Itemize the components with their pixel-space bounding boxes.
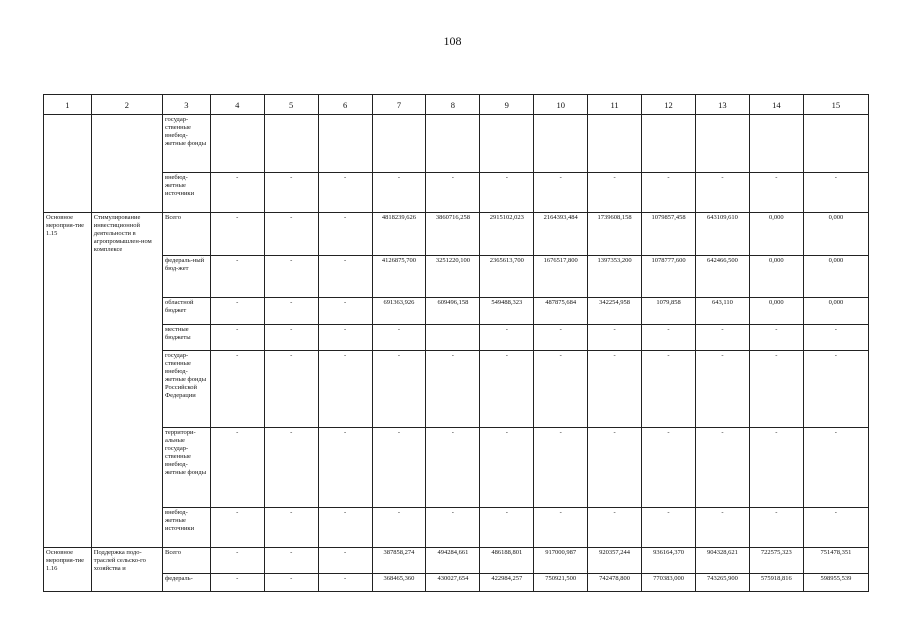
value-cell: 742478,800 (588, 574, 642, 592)
value-cell: 917000,987 (534, 547, 588, 574)
value-cell: - (642, 427, 696, 507)
activity-code-cell (44, 297, 92, 324)
value-cell: 1079,858 (642, 297, 696, 324)
funding-source-cell: государ-ственные внебюд-жетные фонды (163, 115, 211, 173)
value-cell: - (588, 507, 642, 547)
value-cell: 642466,500 (695, 255, 749, 297)
value-cell (318, 115, 372, 173)
page-number: 108 (443, 34, 462, 48)
table-row (44, 324, 869, 350)
value-cell: 609496,158 (426, 297, 480, 324)
value-cell: - (210, 547, 264, 574)
activity-name-cell (91, 574, 162, 592)
column-header: 11 (588, 95, 642, 115)
value-cell: - (210, 297, 264, 324)
column-header: 7 (372, 95, 426, 115)
table-row (44, 173, 869, 213)
value-cell: - (480, 324, 534, 350)
table-row (44, 427, 869, 507)
value-cell: 2164393,484 (534, 213, 588, 256)
value-cell: - (318, 350, 372, 427)
activity-code-cell (44, 574, 92, 592)
value-cell: - (264, 255, 318, 297)
value-cell: 487875,684 (534, 297, 588, 324)
value-cell: - (803, 350, 868, 427)
activity-code-cell (44, 173, 92, 213)
value-cell: - (210, 427, 264, 507)
value-cell: 387858,274 (372, 547, 426, 574)
value-cell (588, 115, 642, 173)
value-cell: - (588, 427, 642, 507)
value-cell (749, 115, 803, 173)
activity-name-cell (91, 115, 162, 173)
value-cell: - (210, 574, 264, 592)
table-row (44, 574, 869, 592)
activity-name-cell (91, 324, 162, 350)
value-cell: - (318, 255, 372, 297)
value-cell: - (426, 350, 480, 427)
activity-name-cell (91, 297, 162, 324)
value-cell: 743265,900 (695, 574, 749, 592)
table-row (44, 255, 869, 297)
value-cell: 494284,661 (426, 547, 480, 574)
funding-source-cell: местные бюджеты (163, 324, 211, 350)
value-cell: 4818239,626 (372, 213, 426, 256)
value-cell: 0,000 (749, 255, 803, 297)
value-cell: 575918,816 (749, 574, 803, 592)
value-cell: 643109,610 (695, 213, 749, 256)
table-row (44, 213, 869, 256)
table-row (44, 350, 869, 427)
value-cell (372, 115, 426, 173)
value-cell: 691363,926 (372, 297, 426, 324)
column-header: 4 (210, 95, 264, 115)
value-cell: - (264, 324, 318, 350)
value-cell: 1079857,458 (642, 213, 696, 256)
value-cell: - (318, 574, 372, 592)
value-cell: - (426, 507, 480, 547)
value-cell: - (695, 173, 749, 213)
value-cell: - (210, 213, 264, 256)
value-cell: 722575,323 (749, 547, 803, 574)
value-cell: 422984,257 (480, 574, 534, 592)
table-row (44, 115, 869, 173)
value-cell (426, 115, 480, 173)
value-cell: - (372, 324, 426, 350)
value-cell: - (534, 427, 588, 507)
value-cell: - (803, 324, 868, 350)
value-cell: - (588, 350, 642, 427)
value-cell (534, 115, 588, 173)
value-cell: - (264, 547, 318, 574)
value-cell: 920357,244 (588, 547, 642, 574)
value-cell: - (318, 173, 372, 213)
value-cell (642, 115, 696, 173)
value-cell: 368465,360 (372, 574, 426, 592)
value-cell: - (372, 173, 426, 213)
value-cell: 3860716,258 (426, 213, 480, 256)
value-cell (426, 324, 480, 350)
value-cell: 2915102,023 (480, 213, 534, 256)
value-cell: - (264, 574, 318, 592)
value-cell: 4126875,700 (372, 255, 426, 297)
value-cell: - (372, 427, 426, 507)
value-cell: - (480, 427, 534, 507)
value-cell (803, 115, 868, 173)
value-cell: - (695, 507, 749, 547)
value-cell: - (264, 213, 318, 256)
activity-name-cell (91, 173, 162, 213)
value-cell: - (264, 350, 318, 427)
value-cell: - (749, 173, 803, 213)
activity-code-cell (44, 427, 92, 507)
funding-source-cell: внебюд-жетные источники (163, 173, 211, 213)
value-cell: - (642, 324, 696, 350)
value-cell: 1739608,158 (588, 213, 642, 256)
value-cell: - (749, 324, 803, 350)
column-header: 8 (426, 95, 480, 115)
value-cell: - (803, 427, 868, 507)
value-cell: - (426, 427, 480, 507)
value-cell: - (534, 324, 588, 350)
value-cell (480, 115, 534, 173)
activity-code-cell (44, 507, 92, 547)
value-cell: - (534, 350, 588, 427)
value-cell: - (210, 324, 264, 350)
value-cell: - (642, 350, 696, 427)
value-cell: 904328,621 (695, 547, 749, 574)
activity-name-cell (91, 427, 162, 507)
value-cell: - (318, 507, 372, 547)
value-cell (264, 115, 318, 173)
value-cell: - (803, 173, 868, 213)
value-cell: - (588, 324, 642, 350)
column-header: 14 (749, 95, 803, 115)
value-cell: 2365613,700 (480, 255, 534, 297)
funding-source-cell: Всего (163, 213, 211, 256)
value-cell: - (588, 173, 642, 213)
value-cell: - (210, 255, 264, 297)
value-cell (210, 115, 264, 173)
column-header: 13 (695, 95, 749, 115)
table-body (44, 115, 869, 592)
value-cell: - (264, 173, 318, 213)
column-header: 6 (318, 95, 372, 115)
value-cell: - (480, 350, 534, 427)
funding-source-cell: областной бюджет (163, 297, 211, 324)
value-cell: - (480, 507, 534, 547)
value-cell: - (534, 507, 588, 547)
value-cell: 486188,801 (480, 547, 534, 574)
column-header: 5 (264, 95, 318, 115)
value-cell: - (372, 350, 426, 427)
value-cell: 342254,958 (588, 297, 642, 324)
value-cell: - (803, 507, 868, 547)
value-cell: - (426, 173, 480, 213)
activity-code-cell (44, 255, 92, 297)
value-cell: - (210, 350, 264, 427)
value-cell: - (642, 173, 696, 213)
value-cell: 0,000 (749, 213, 803, 256)
value-cell: - (318, 213, 372, 256)
value-cell: - (210, 507, 264, 547)
activity-code-cell (44, 324, 92, 350)
value-cell: - (318, 297, 372, 324)
table-row (44, 547, 869, 574)
value-cell: - (480, 173, 534, 213)
value-cell: - (318, 427, 372, 507)
budget-table (43, 94, 869, 592)
value-cell: - (264, 297, 318, 324)
table-row (44, 507, 869, 547)
column-header: 9 (480, 95, 534, 115)
value-cell: 1676517,800 (534, 255, 588, 297)
value-cell: - (749, 350, 803, 427)
activity-name-cell: Стимулирование инвестиционной деятельности в агропромышлен-ном комплексе (91, 213, 162, 256)
value-cell: - (749, 507, 803, 547)
column-header: 12 (642, 95, 696, 115)
value-cell: - (749, 427, 803, 507)
funding-source-cell: Всего (163, 547, 211, 574)
value-cell: - (695, 427, 749, 507)
value-cell: 0,000 (803, 297, 868, 324)
value-cell: 430027,654 (426, 574, 480, 592)
funding-source-cell: государ-ственные внебюд-жетные фонды Российской Федерации (163, 350, 211, 427)
activity-name-cell (91, 507, 162, 547)
value-cell: - (318, 547, 372, 574)
value-cell: - (264, 507, 318, 547)
column-header: 15 (803, 95, 868, 115)
value-cell: - (318, 324, 372, 350)
funding-source-cell: территори-альные государ-ственные внебюд-жетные фонды (163, 427, 211, 507)
activity-code-cell (44, 350, 92, 427)
value-cell: 0,000 (803, 255, 868, 297)
value-cell: - (264, 427, 318, 507)
value-cell: - (534, 173, 588, 213)
activity-code-cell: Основное мероприя-тие 1.15 (44, 213, 92, 256)
funding-source-cell: внебюд-жетные источники (163, 507, 211, 547)
value-cell: 1078777,600 (642, 255, 696, 297)
value-cell: 643,110 (695, 297, 749, 324)
table-row (44, 297, 869, 324)
value-cell: - (372, 507, 426, 547)
value-cell: 0,000 (803, 213, 868, 256)
funding-source-cell: федераль- (163, 574, 211, 592)
column-header: 3 (163, 95, 211, 115)
value-cell: 549488,323 (480, 297, 534, 324)
value-cell: 770383,000 (642, 574, 696, 592)
activity-code-cell (44, 115, 92, 173)
activity-name-cell (91, 255, 162, 297)
activity-code-cell: Основное мероприя-тие 1.16 (44, 547, 92, 574)
value-cell: 3251220,100 (426, 255, 480, 297)
activity-name-cell (91, 350, 162, 427)
activity-name-cell: Поддержка подо-траслей сельско-го хозяйства и (91, 547, 162, 574)
value-cell: 751478,351 (803, 547, 868, 574)
column-header: 10 (534, 95, 588, 115)
value-cell: 598955,539 (803, 574, 868, 592)
value-cell: - (210, 173, 264, 213)
value-cell: 936164,370 (642, 547, 696, 574)
column-header: 1 (44, 95, 92, 115)
value-cell: - (695, 324, 749, 350)
column-header: 2 (91, 95, 162, 115)
value-cell: 750921,500 (534, 574, 588, 592)
value-cell: - (695, 350, 749, 427)
value-cell: 0,000 (749, 297, 803, 324)
value-cell: - (642, 507, 696, 547)
value-cell: 1397353,200 (588, 255, 642, 297)
header-row (44, 95, 869, 115)
value-cell (695, 115, 749, 173)
funding-source-cell: федераль-ный бюд-жет (163, 255, 211, 297)
